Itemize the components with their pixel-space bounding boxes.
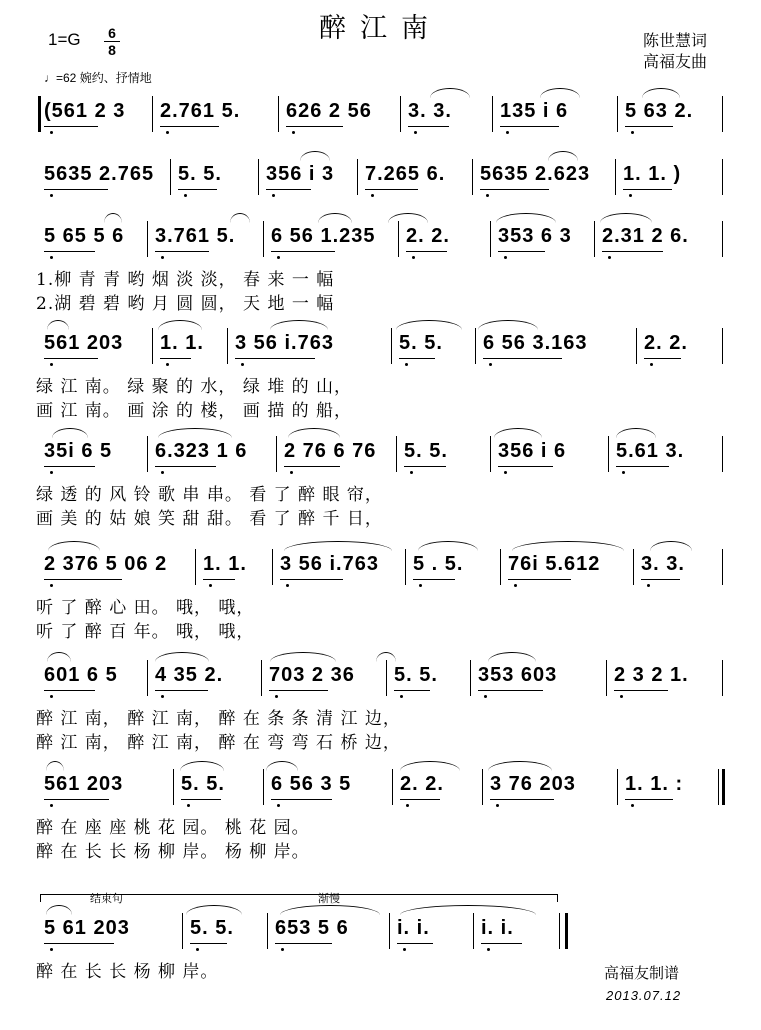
slur	[388, 213, 428, 223]
measure: 601 6 5	[44, 664, 118, 686]
beam-line	[235, 358, 315, 359]
barline	[606, 660, 607, 696]
slur	[600, 213, 652, 223]
measure: 3. 3.	[641, 553, 685, 575]
octave-dot	[50, 194, 53, 197]
octave-dot	[620, 695, 623, 698]
lyric-line: 画 江 南。 画 涂 的 楼， 画 描 的 船，	[36, 401, 353, 421]
octave-dot	[50, 256, 53, 259]
octave-dot	[371, 194, 374, 197]
octave-dot	[209, 584, 212, 587]
barline	[617, 769, 618, 805]
beam-line	[406, 251, 447, 252]
beam-line	[155, 466, 216, 467]
beam-line	[508, 579, 571, 580]
slur	[270, 652, 336, 662]
beam-line	[623, 189, 672, 190]
beam-line	[394, 690, 430, 691]
song-title: 醉江南	[319, 13, 442, 44]
beam-line	[399, 358, 435, 359]
barline	[492, 96, 493, 132]
barline	[147, 660, 148, 696]
octave-dot	[161, 471, 164, 474]
measure: 2 3 2 1.	[614, 664, 689, 686]
octave-dot	[496, 804, 499, 807]
octave-dot	[187, 804, 190, 807]
lyric-line: 醉 江 南， 醉 江 南， 醉 在 弯 弯 石 桥 边，	[36, 733, 401, 753]
measure: 2. 2.	[400, 773, 444, 795]
beam-line	[625, 799, 673, 800]
barline	[258, 159, 259, 195]
slur	[540, 88, 580, 98]
slur	[650, 541, 692, 551]
slur	[230, 213, 250, 223]
lyric-line: 醉 在 座 座 桃 花 园。 桃 花 园。	[36, 818, 310, 838]
slur	[48, 541, 100, 551]
octave-dot	[281, 948, 284, 951]
meter-top: 6	[108, 25, 116, 41]
barline	[170, 159, 171, 195]
barline	[276, 436, 277, 472]
beam-line	[478, 690, 543, 691]
slur	[284, 541, 392, 551]
slur	[180, 761, 224, 771]
lyric-line: 听 了 醉 心 田。 哦， 哦，	[36, 598, 255, 618]
beam-line	[44, 189, 108, 190]
measure: 5 61 203	[44, 917, 130, 939]
beam-line	[413, 579, 455, 580]
measure: 2.31 2 6.	[602, 225, 689, 247]
octave-dot	[50, 584, 53, 587]
beam-line	[271, 251, 335, 252]
beam-line	[397, 943, 433, 944]
measure: 3.761 5.	[155, 225, 236, 247]
octave-dot	[504, 256, 507, 259]
octave-dot	[410, 471, 413, 474]
octave-dot	[290, 471, 293, 474]
lyric-line: 醉 江 南， 醉 江 南， 醉 在 条 条 清 江 边，	[36, 709, 401, 729]
octave-dot	[196, 948, 199, 951]
octave-dot	[631, 804, 634, 807]
ritardando-label: 渐慢	[318, 893, 340, 905]
key-signature: 1=G	[48, 30, 81, 49]
lyric-line: 2.湖 碧 碧 哟 月 圆 圆， 天 地 一 幅	[36, 294, 335, 314]
octave-dot	[292, 131, 295, 134]
octave-dot	[272, 194, 275, 197]
beam-line	[44, 579, 122, 580]
maker-credit: 高福友制谱	[604, 964, 680, 982]
measure: 5.61 3.	[616, 440, 685, 462]
lyric-line: 绿 透 的 风 铃 歌 串 串。 看 了 醉 眼 帘，	[36, 485, 383, 505]
measure: 6 56 3 5	[271, 773, 352, 795]
measure: i. i.	[397, 917, 430, 939]
slur	[46, 905, 72, 915]
slur	[280, 905, 380, 915]
measure: 561 203	[44, 773, 124, 795]
octave-dot	[400, 695, 403, 698]
barline	[490, 436, 491, 472]
barline	[475, 328, 476, 364]
composer: 高福友曲	[643, 52, 708, 71]
beam-line	[480, 189, 549, 190]
measure: 6 56 1.235	[271, 225, 376, 247]
octave-dot	[414, 131, 417, 134]
time-signature	[104, 26, 120, 57]
measure: i. i.	[481, 917, 514, 939]
barline	[389, 913, 390, 949]
barline	[272, 549, 273, 585]
beam-line	[498, 466, 553, 467]
slur	[548, 151, 578, 161]
barline	[386, 660, 387, 696]
octave-dot	[50, 471, 53, 474]
octave-dot	[647, 584, 650, 587]
beam-line	[481, 943, 522, 944]
beam-line	[404, 466, 446, 467]
barline	[357, 159, 358, 195]
opening-barline	[38, 96, 41, 132]
lyric-line: 画 美 的 姑 娘 笑 甜 甜。 看 了 醉 千 日，	[36, 509, 383, 529]
slur	[288, 428, 340, 438]
lyricist: 陈世慧词	[643, 31, 708, 50]
beam-line	[483, 358, 562, 359]
measure: 5635 2.765	[44, 163, 155, 185]
repeat-barline-thin	[718, 769, 719, 805]
slur	[488, 652, 536, 662]
octave-dot	[184, 194, 187, 197]
slur	[496, 213, 556, 223]
slur	[488, 761, 552, 771]
barline	[261, 660, 262, 696]
lyric-line: 醉 在 长 长 杨 柳 岸。	[36, 962, 219, 982]
barline	[263, 769, 264, 805]
octave-dot	[50, 131, 53, 134]
measure: 5. 5.	[181, 773, 225, 795]
repeat-barline-thick	[722, 769, 725, 805]
beam-line	[400, 799, 440, 800]
tempo-marking: ♩=62 婉约、抒情地	[44, 71, 152, 85]
barline	[400, 96, 401, 132]
measure: 1. 1.	[203, 553, 247, 575]
final-barline-thick	[565, 913, 568, 949]
slur	[270, 320, 328, 330]
barline	[472, 159, 473, 195]
beam-line	[181, 799, 221, 800]
barline	[722, 328, 723, 364]
slur	[400, 905, 536, 915]
slur	[642, 88, 680, 98]
beam-line	[275, 943, 332, 944]
measure: 3 56 i.763	[280, 553, 379, 575]
octave-dot	[405, 363, 408, 366]
slur	[430, 88, 470, 98]
beam-line	[155, 251, 209, 252]
octave-dot	[608, 256, 611, 259]
barline	[722, 221, 723, 257]
slur	[155, 652, 209, 662]
measure: 5. 5.	[178, 163, 222, 185]
measure: 6.323 1 6	[155, 440, 248, 462]
beam-line	[641, 579, 680, 580]
barline	[405, 549, 406, 585]
measure: 1. 1. )	[623, 163, 682, 185]
octave-dot	[631, 131, 634, 134]
slur	[478, 320, 538, 330]
measure: 1. 1.	[160, 332, 204, 354]
octave-dot	[403, 948, 406, 951]
measure: 2.761 5.	[160, 100, 241, 122]
slur	[494, 428, 542, 438]
barline	[195, 549, 196, 585]
beam-line	[280, 579, 343, 580]
measure: 3. 3.	[408, 100, 452, 122]
beam-line	[500, 126, 559, 127]
octave-dot	[487, 948, 490, 951]
slur	[186, 905, 242, 915]
measure: 5 63 2.	[625, 100, 694, 122]
measure: 356 i 3	[266, 163, 335, 185]
beam-line	[44, 466, 95, 467]
barline	[722, 660, 723, 696]
final-barline-thin	[559, 913, 560, 949]
measure: 356 i 6	[498, 440, 567, 462]
slur	[47, 320, 69, 330]
beam-line	[190, 943, 227, 944]
octave-dot	[484, 695, 487, 698]
beam-line	[408, 126, 449, 127]
barline	[615, 159, 616, 195]
barline	[473, 913, 474, 949]
slur	[158, 428, 232, 438]
measure: 135 i 6	[500, 100, 569, 122]
beam-line	[286, 126, 343, 127]
measure: 6 56 3.163	[483, 332, 588, 354]
beam-line	[498, 251, 545, 252]
octave-dot	[277, 804, 280, 807]
octave-dot	[629, 194, 632, 197]
barline	[152, 96, 153, 132]
barline	[594, 221, 595, 257]
beam-line	[44, 126, 98, 127]
octave-dot	[50, 695, 53, 698]
slur	[400, 761, 460, 771]
measure: 626 2 56	[286, 100, 372, 122]
measure: 35i 6 5	[44, 440, 113, 462]
beam-line	[178, 189, 217, 190]
measure: 703 2 36	[269, 664, 355, 686]
barline	[263, 221, 264, 257]
measure: 353 6 3	[498, 225, 572, 247]
lyric-line: 听 了 醉 百 年。 哦， 哦，	[36, 622, 255, 642]
measure: 5. 5.	[404, 440, 448, 462]
beam-line	[625, 126, 673, 127]
barline	[608, 436, 609, 472]
ending-label: 结束句	[90, 893, 123, 905]
measure: 76i 5.612	[508, 553, 601, 575]
slur	[266, 761, 298, 771]
measure: 5 . 5.	[413, 553, 464, 575]
measure: 5. 5.	[399, 332, 443, 354]
beam-line	[155, 690, 208, 691]
barline	[500, 549, 501, 585]
octave-dot	[504, 471, 507, 474]
octave-dot	[650, 363, 653, 366]
lyric-line: 1.柳 青 青 哟 烟 淡 淡， 春 来 一 幅	[36, 270, 335, 290]
octave-dot	[161, 256, 164, 259]
slur	[46, 761, 64, 771]
barline	[147, 221, 148, 257]
barline	[391, 328, 392, 364]
barline	[617, 96, 618, 132]
slur	[104, 213, 122, 223]
beam-line	[614, 690, 668, 691]
octave-dot	[277, 256, 280, 259]
octave-dot	[622, 471, 625, 474]
measure: 2. 2.	[406, 225, 450, 247]
octave-dot	[486, 194, 489, 197]
barline	[482, 769, 483, 805]
slur	[158, 320, 202, 330]
octave-dot	[419, 584, 422, 587]
slur	[616, 428, 656, 438]
octave-dot	[514, 584, 517, 587]
beam-line	[160, 358, 191, 359]
slur	[376, 652, 396, 662]
lyric-line: 绿 江 南。 绿 聚 的 水， 绿 堆 的 山，	[36, 377, 353, 397]
slur	[418, 541, 478, 551]
credits	[643, 30, 707, 72]
octave-dot	[412, 256, 415, 259]
beam-line	[266, 189, 311, 190]
measure: 2. 2.	[644, 332, 688, 354]
measure: 653 5 6	[275, 917, 349, 939]
beam-line	[44, 690, 95, 691]
beam-line	[365, 189, 418, 190]
measure: 5. 5.	[190, 917, 234, 939]
octave-dot	[166, 363, 169, 366]
measure: 4 35 2.	[155, 664, 224, 686]
barline	[470, 660, 471, 696]
barline	[396, 436, 397, 472]
barline	[490, 221, 491, 257]
beam-line	[44, 358, 98, 359]
measure: 2 376 5 06 2	[44, 553, 168, 575]
barline	[633, 549, 634, 585]
beam-line	[271, 799, 332, 800]
barline	[722, 549, 723, 585]
beam-line	[44, 799, 109, 800]
slur	[52, 428, 88, 438]
barline	[267, 913, 268, 949]
measure: 1. 1. :	[625, 773, 684, 795]
beam-line	[616, 466, 669, 467]
measure: 3 76 203	[490, 773, 576, 795]
barline	[398, 221, 399, 257]
barline	[722, 436, 723, 472]
beam-line	[44, 251, 95, 252]
barline	[227, 328, 228, 364]
slur	[47, 652, 71, 662]
barline	[392, 769, 393, 805]
beam-line	[269, 690, 328, 691]
octave-dot	[286, 584, 289, 587]
octave-dot	[241, 363, 244, 366]
barline	[636, 328, 637, 364]
meter-bottom: 8	[108, 42, 116, 58]
beam-line	[284, 466, 340, 467]
measure: 5 65 5 6	[44, 225, 125, 247]
lyric-line: 醉 在 长 长 杨 柳 岸。 杨 柳 岸。	[36, 842, 310, 862]
octave-dot	[489, 363, 492, 366]
octave-dot	[161, 695, 164, 698]
beam-line	[602, 251, 663, 252]
barline	[182, 913, 183, 949]
octave-dot	[166, 131, 169, 134]
octave-dot	[406, 804, 409, 807]
measure: 5. 5.	[394, 664, 438, 686]
measure: 353 603	[478, 664, 558, 686]
beam-line	[203, 579, 235, 580]
date-stamp: 2013.07.12	[606, 988, 682, 1003]
barline	[278, 96, 279, 132]
measure: 2 76 6 76	[284, 440, 377, 462]
beam-line	[44, 943, 114, 944]
measure: 561 203	[44, 332, 124, 354]
slur	[512, 541, 624, 551]
octave-dot	[506, 131, 509, 134]
beam-line	[490, 799, 554, 800]
octave-dot	[50, 948, 53, 951]
barline	[152, 328, 153, 364]
beam-line	[644, 358, 681, 359]
measure: 7.265 6.	[365, 163, 446, 185]
barline	[147, 436, 148, 472]
measure: 3 56 i.763	[235, 332, 334, 354]
barline	[722, 96, 723, 132]
slur	[396, 320, 462, 330]
barline	[722, 159, 723, 195]
barline	[173, 769, 174, 805]
octave-dot	[50, 363, 53, 366]
octave-dot	[50, 804, 53, 807]
slur	[318, 213, 352, 223]
measure: (561 2 3	[44, 100, 126, 122]
measure: 5635 2.623	[480, 163, 591, 185]
beam-line	[160, 126, 219, 127]
slur	[300, 151, 330, 161]
octave-dot	[275, 695, 278, 698]
